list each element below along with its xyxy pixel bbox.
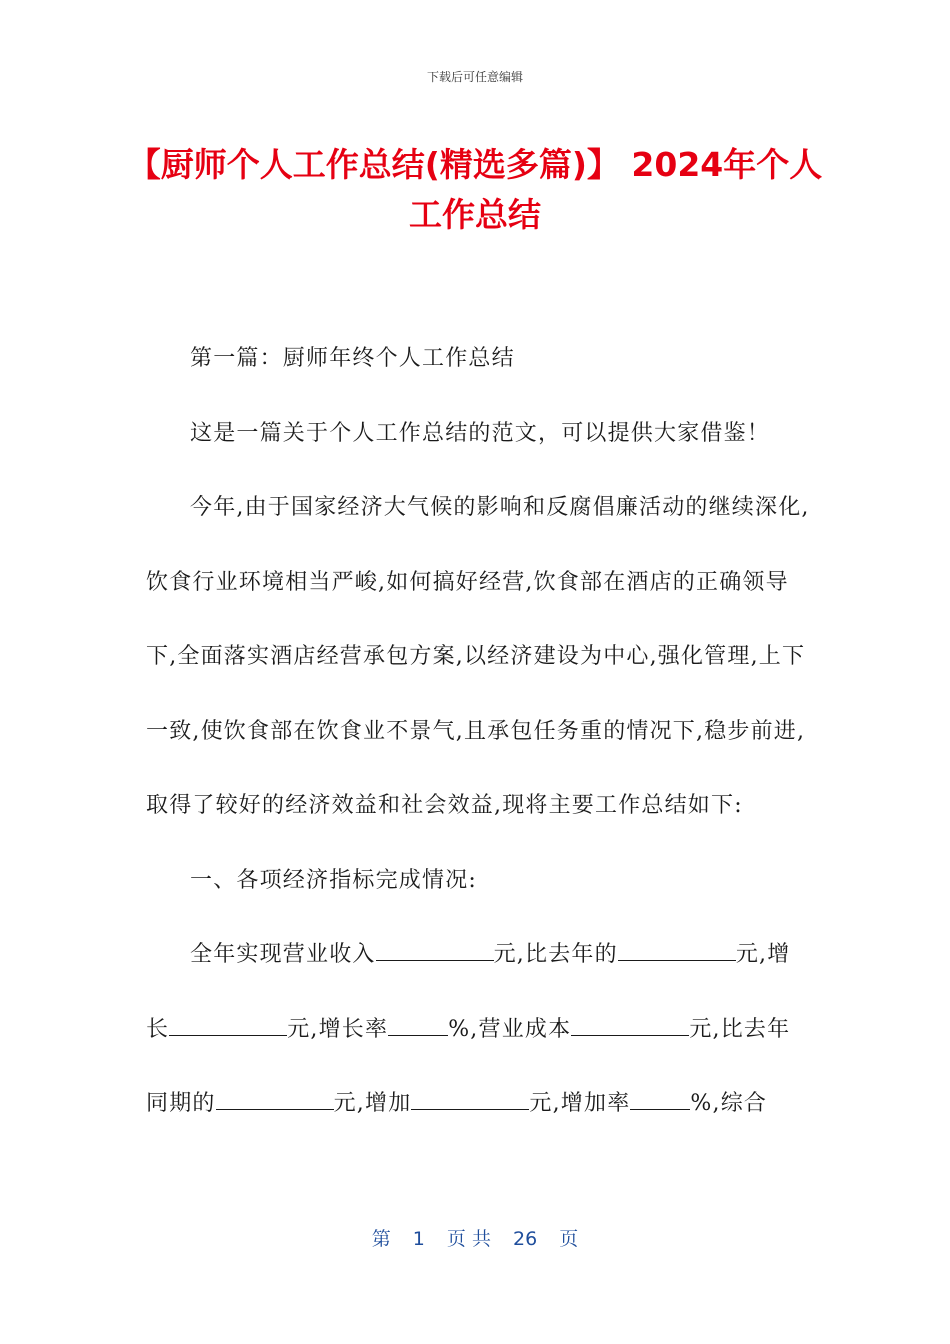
fill-blank	[376, 937, 494, 961]
text-segment: %,营业成本	[448, 1016, 572, 1042]
subsection-heading: 一、各项经济指标完成情况:	[190, 867, 478, 893]
footer-label-ye: 页	[559, 1228, 579, 1250]
fill-blank	[169, 1011, 287, 1035]
text-segment: 元,比去年同期的	[146, 1016, 791, 1116]
text-segment: 元,增加率	[529, 1091, 631, 1116]
text-segment: 元,增长率	[287, 1016, 389, 1042]
text-segment: %,综合	[690, 1091, 768, 1116]
document-title: 【厨师个人工作总结(精选多篇)】 2024年个人工作总结	[127, 145, 823, 234]
text-segment: 元,增加	[333, 1091, 412, 1116]
fill-blank	[630, 1086, 690, 1110]
text-segment: 元,比去年的	[493, 942, 618, 967]
paragraph-main: 今年,由于国家经济大气候的影响和反腐倡廉活动的继续深化,饮食行业环境相当严峻,如何搞好经营,饮食部在酒店的正确领导下,全面落实酒店经营承包方案,以经济建设为中心,强化管理,上下一致,使饮食部在饮食业不景气,且承包任务重的情况下,稳步前进,取得了较好的经济效益和社会效益,现将主要工作总结如下:	[146, 495, 810, 818]
paragraph-intro: 这是一篇关于个人工作总结的范文，可以提供大家借鉴！	[190, 420, 771, 446]
paragraph-indicators	[146, 918, 810, 1142]
section-heading: 第一篇：厨师年终个人工作总结	[190, 346, 515, 371]
total-pages: 26	[513, 1228, 538, 1250]
footer-label-ye-gong: 页 共	[446, 1228, 491, 1250]
fill-blank	[618, 937, 736, 961]
header-note: 下载后可任意编辑	[426, 70, 523, 84]
page-footer	[0, 1224, 950, 1251]
text-segment: 元,增长	[146, 942, 791, 1042]
fill-blank	[388, 1011, 448, 1035]
footer-label-di: 第	[371, 1228, 391, 1250]
text-segment: 全年实现营业收入	[190, 942, 376, 967]
document-body	[146, 322, 810, 1142]
fill-blank	[411, 1086, 529, 1110]
fill-blank	[571, 1011, 689, 1035]
page-number: 1	[412, 1228, 425, 1250]
fill-blank	[216, 1086, 334, 1110]
